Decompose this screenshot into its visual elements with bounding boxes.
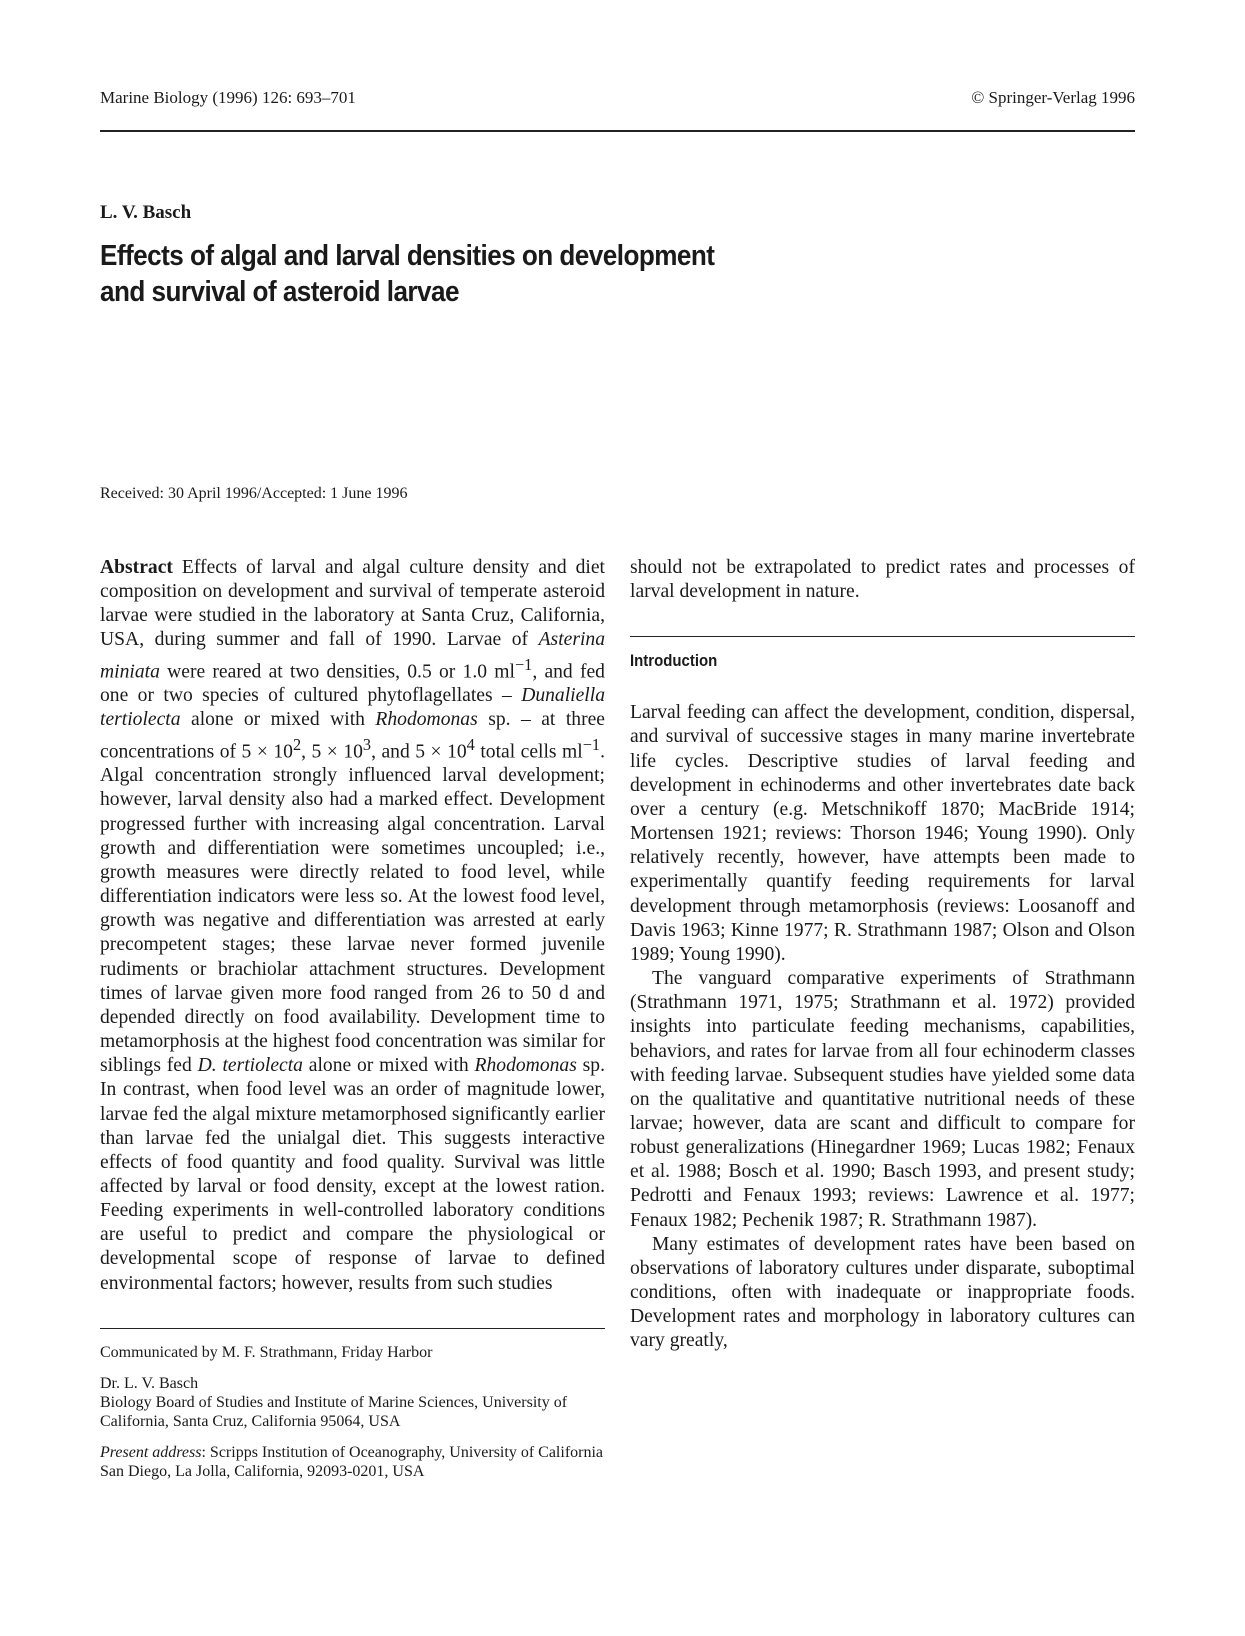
correspondence-name: Dr. L. V. Basch — [100, 1375, 199, 1392]
journal-citation: Marine Biology (1996) 126: 693–701 — [100, 88, 356, 107]
communicated-by: Communicated by M. F. Strathmann, Friday Harbor — [100, 1344, 433, 1361]
abstract-end: sp. In contrast, when food level was an order of magnitude lower, larvae fed the algal mixture metamorphosed significantly earlier than larvae fed the unialgal diet. This suggests interactive effects of food quantity and food quality. Survival was little affected by larval or food density, except at the lowest ration. Feeding experiments in well-controlled laboratory conditions are useful to predict and compare the physiological or developmental scope of response of larvae to defined environmental factors; however, results from such studies — [100, 1055, 605, 1294]
species-name: Rhodomonas — [375, 709, 478, 731]
article-title — [100, 238, 910, 310]
copyright-notice: © Springer-Verlag 1996 — [971, 88, 1135, 107]
intro-paragraph-1: Larval feeding can affect the development, condition, dispersal, and survival of successive stages in many marine invertebrate life cycles. Descriptive studies of larval feeding and development in echinoderms and other invertebrates date back over a century (e.g. Metschnikoff 1870; MacBride 1914; Mortensen 1921; reviews: Thorson 1946; Young 1990). Only relatively recently, however, have attempts been made to experimentally quantify feeding requirements for larval development through metamorphosis (reviews: Loosanoff and Davis 1963; Kinne 1977; R. Strathmann 1987; Olson and Olson 1989; Young 1990). — [630, 702, 1135, 965]
author-name: L. V. Basch — [100, 202, 192, 223]
header-rule — [100, 130, 1135, 132]
correspondence-affiliation: Biology Board of Studies and Institute of Marine Sciences, University of California, Santa Cruz, California 95064, USA — [100, 1394, 568, 1430]
title-line-1: Effects of algal and larval densities on development — [100, 240, 715, 272]
present-address — [100, 1443, 605, 1481]
species-name: Rhodomonas — [474, 1055, 577, 1077]
footnote-block — [100, 1328, 605, 1493]
species-name: Dunaliella tertiolecta — [100, 685, 605, 731]
intro-paragraph-3: Many estimates of development rates have been based on observations of laboratory cultures under disparate, suboptimal conditions, often with inadequate or inappropriate foods. Development rates and morphology in laboratory cultures can vary greatly, — [630, 1233, 1135, 1352]
species-name: Asterina miniata — [100, 629, 605, 683]
present-address-text: : Scripps Institution of Oceanography, University of California San Diego, La Jolla, California, 92093-0201, USA — [100, 1444, 604, 1480]
present-address-label: Present address — [100, 1444, 202, 1461]
left-column — [100, 556, 605, 1296]
abstract-paragraph: Abstract Effects of larval and algal culture density and diet composition on development and survival of temperate asteroid larvae were studied in the laboratory at Santa Cruz, California, USA, during summer and fall of 1990. Larvae of Asterina miniata were reared at two densities, 0.5 or 1.0 $ml^{-1}$, and fed one or two species of cultured phytoflagellates – Dunaliella tertiolecta alone or mixed with Rhodomonas sp. – at three concentrations of $5 \times 10^2$, $5 \times 10^3$, and $5 \times 10^4$ total cells $ml^{-1}$. Algal concentration strongly influenced larval development; however, larval density also had a marked effect. Development progressed further with increasing algal concentration. Larval growth and differentiation were sometimes uncoupled; i.e., growth measures were directly related to food level, while differentiation indicators were less so. At the lowest food level, growth was negative and differentiation was arrested at early precompetent stages; these larvae never formed juvenile rudiments or brachiolar attachment structures. Development times of larvae given more food ranged from 26 to 50 d and depended directly on food availability. Development time to metamorphosis at the highest food concentration was similar for siblings fed D. tertiolecta alone or mixed with Rhodomonas sp. In contrast, when food level was an order of magnitude lower, larvae fed the algal mixture metamorphosed significantly earlier than larvae fed the unialgal diet. This suggests interactive effects of food quantity and food quality. Survival was little affected by larval or food density, except at the lowest ration. Feeding experiments in well-controlled laboratory conditions are useful to predict and compare the physiological or developmental scope of response of larvae to defined environmental factors; however, results from such studies — [100, 557, 605, 1294]
species-name: D. tertiolecta — [197, 1055, 303, 1077]
correspondence — [100, 1374, 605, 1431]
abstract-label: Abstract — [100, 557, 173, 578]
abstract-continuation: should not be extrapolated to predict rates and processes of larval development in nature. — [630, 557, 1135, 603]
running-header — [100, 88, 1135, 112]
footnote-rule — [100, 1328, 605, 1329]
right-column — [630, 556, 1135, 1354]
intro-paragraph-2: The vanguard comparative experiments of Strathmann (Strathmann 1971, 1975; Strathmann et al. 1972) provided insights into particulate feeding mechanisms, capabilities, behaviors, and rates for larvae from all four echinoderm classes with feeding larvae. Subsequent studies have yielded some data on the qualitative and quantitative nutritional needs of these larvae; however, data are scant and difficult to compare for robust generalizations (Hinegardner 1969; Lucas 1982; Fenaux et al. 1988; Bosch et al. 1990; Basch 1993, and present study; Pedrotti and Fenaux 1993; reviews: Lawrence et al. 1977; Fenaux 1982; Pechenik 1987; R. Strathmann 1987). — [630, 968, 1135, 1231]
title-line-2: and survival of asteroid larvae — [100, 276, 459, 308]
section-rule — [630, 636, 1135, 637]
introduction-heading: Introduction — [630, 651, 718, 671]
received-accepted-dates: Received: 30 April 1996/Accepted: 1 June 1996 — [100, 485, 408, 502]
abstract-continuation-slot — [630, 556, 1135, 604]
